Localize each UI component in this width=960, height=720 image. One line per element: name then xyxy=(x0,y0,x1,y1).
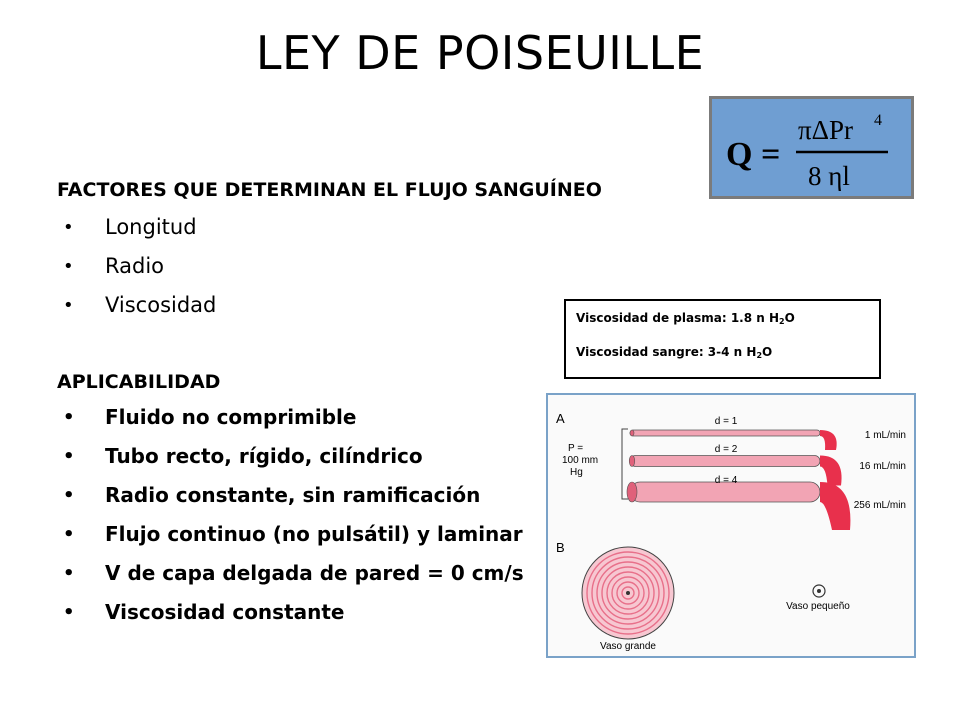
tube-end-2 xyxy=(629,456,635,467)
formula-numerator: πΔPr xyxy=(798,115,854,145)
factors-list xyxy=(57,208,216,325)
tube-2 xyxy=(630,456,820,467)
list-item-text: V de capa delgada de pared = 0 cm/s xyxy=(105,561,524,585)
list-item-text: Radio xyxy=(105,254,165,278)
list-item xyxy=(57,554,524,593)
panel-b-label: B xyxy=(556,540,565,555)
applicability-heading: APLICABILIDAD xyxy=(57,371,221,393)
formula-lhs: Q = xyxy=(726,136,781,173)
small-vessel-label: Vaso pequeño xyxy=(786,601,850,612)
list-item xyxy=(57,593,524,632)
pressure-label-2: 100 mm xyxy=(562,455,599,466)
bullet-icon: • xyxy=(63,407,75,428)
pressure-label-3: Hg xyxy=(570,467,583,478)
list-item-text: Viscosidad xyxy=(105,293,217,317)
tube-end-3 xyxy=(627,482,637,502)
list-item-text: Radio constante, sin ramificación xyxy=(105,483,481,507)
tube-1 xyxy=(630,430,820,436)
small-vessel-inner xyxy=(817,589,821,593)
list-item xyxy=(57,286,216,325)
flow-jet-1 xyxy=(820,430,837,450)
panel-a-label: A xyxy=(556,411,565,426)
tubes-group xyxy=(627,430,850,530)
tube-label-2: d = 2 xyxy=(714,444,738,455)
list-item xyxy=(57,437,524,476)
flow-jet-2 xyxy=(820,456,842,486)
bullet-icon: • xyxy=(63,524,75,545)
plasma-viscosity-line: Viscosidad de plasma: 1.8 n $H_2O$ xyxy=(576,311,795,326)
flow-label-1: 1 mL/min xyxy=(864,430,906,441)
bullet-icon: • xyxy=(63,563,75,584)
formula-svg xyxy=(712,99,911,196)
flow-label-2: 16 mL/min xyxy=(859,461,906,472)
list-item-text: Flujo continuo (no pulsátil) y laminar xyxy=(105,522,523,546)
list-item-text: Viscosidad constante xyxy=(105,600,345,624)
list-item-text: Longitud xyxy=(105,215,197,239)
list-item xyxy=(57,208,216,247)
blood-viscosity-line: Viscosidad sangre: 3-4 n $H_2O$ xyxy=(576,345,773,360)
pressure-label-1: P = xyxy=(568,443,584,454)
tube-label-3: d = 4 xyxy=(714,475,738,486)
bullet-icon: • xyxy=(63,602,75,623)
vessel-center xyxy=(626,591,630,595)
viscosity-note-box xyxy=(564,299,881,379)
bullet-icon: • xyxy=(63,485,75,506)
bullet-icon: • xyxy=(63,217,74,238)
flow-label-3: 256 mL/min xyxy=(853,500,906,511)
large-vessel-label: Vaso grande xyxy=(600,641,656,652)
list-item xyxy=(57,247,216,286)
tube-label-1: d = 1 xyxy=(714,416,738,427)
formula-exponent: 4 xyxy=(874,112,882,129)
bullet-icon: • xyxy=(63,256,74,277)
bullet-icon: • xyxy=(63,446,75,467)
tube-end-1 xyxy=(630,430,634,436)
large-vessel-rings xyxy=(582,547,674,639)
applicability-list xyxy=(57,398,524,632)
flow-jet-3 xyxy=(820,482,850,530)
list-item xyxy=(57,515,524,554)
factors-heading: FACTORES QUE DETERMINAN EL FLUJO SANGUÍNEO xyxy=(57,179,602,201)
list-item-text: Fluido no comprimible xyxy=(105,405,357,429)
list-item-text: Tubo recto, rígido, cilíndrico xyxy=(105,444,423,468)
list-item xyxy=(57,398,524,437)
bullet-icon: • xyxy=(63,295,74,316)
diagram-svg xyxy=(548,395,914,656)
vessel-flow-diagram xyxy=(546,393,916,658)
list-item xyxy=(57,476,524,515)
poiseuille-formula-image xyxy=(709,96,914,199)
slide-title: LEY DE POISEUILLE xyxy=(255,26,705,80)
formula-denominator: 8 ηl xyxy=(808,161,850,191)
